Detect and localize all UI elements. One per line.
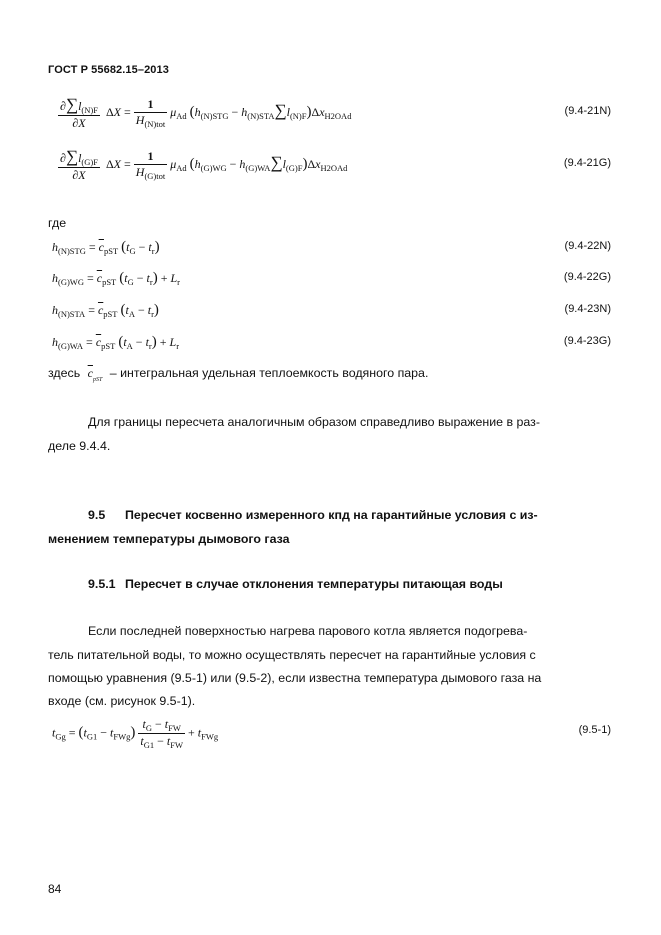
equation-number: (9.4-22G) — [563, 271, 611, 283]
paragraph-line: входе (см. рисунок 9.5-1). — [48, 694, 196, 708]
paragraph-line: тель питательной воды, то можно осуществлять пересчет на гарантийные условия с — [48, 648, 536, 662]
section-9-5-1-number: 9.5.1 — [88, 577, 116, 591]
document-header: ГОСТ Р 55682.15–2013 — [48, 64, 169, 76]
where-label: где — [48, 216, 67, 230]
cpst-symbol: $\overline{c}_{pST}$ — [87, 366, 103, 383]
equation-9-5-1: $t_{Gg} = (t_{G1} - t_{FWg})$ $\frac{t_G - t_{FW}}{t_{G1} - t_{FW}}$ + $t_{FWg}$ — [52, 717, 219, 750]
equation-number: (9.4-23N) — [564, 303, 611, 315]
equation-9-4-23G: $h_{(G)WA} = \overline{c}_{pST}$ $(t_A - t_r) + L_r$ — [52, 334, 180, 351]
equation-9-4-22N: $h_{(N)STG} = \overline{c}_{pST}$ $(t_G - t_r)$ — [52, 239, 160, 256]
here-description: – интегральная удельная теплоемкость водяного пара. — [109, 366, 429, 380]
equation-number: (9.4-21N) — [564, 105, 611, 117]
equation-9-4-22G: $h_{(G)WG} = \overline{c}_{pST}$ $(t_G - t_r) + L_r$ — [52, 270, 181, 287]
paragraph-line: Если последней поверхностью нагрева парового котла является подогрева- — [88, 624, 528, 638]
section-9-5-1-title: Пересчет в случае отклонения температуры питающая воды — [125, 577, 503, 591]
equation-number: (9.4-23G) — [563, 335, 611, 347]
equation-number: (9.5-1) — [578, 724, 611, 736]
section-9-5-title-cont: менением температуры дымового газа — [48, 532, 290, 546]
page-number: 84 — [48, 882, 62, 896]
equation-9-4-21G: $\frac{\partial\sum l_{(G)F}}{\partial X}$ ΔX = $\frac{1}{H_{(G)tot}}$ $\mu_{Ad}$ $(h_{(G)WG} - h_{(G)WA}\sum l_{(G)F})\Delta x_{H2OAd}$ — [60, 147, 348, 182]
paragraph-line: помощью уравнения (9.5-1) или (9.5-2), если известна температура дымового газа на — [48, 671, 542, 685]
section-9-5-number: 9.5 — [88, 508, 106, 522]
equation-number: (9.4-22N) — [564, 240, 611, 252]
definition-line — [48, 361, 428, 392]
paragraph-line: Для границы пересчета аналогичным образом справедливо выражение в раз- — [88, 415, 540, 429]
equation-number: (9.4-21G) — [563, 157, 611, 169]
equation-9-4-23N: $h_{(N)STA} = \overline{c}_{pST}$ $(t_A - t_r)$ — [52, 302, 159, 319]
equation-9-4-21N: $\frac{\partial\sum l_{(N)F}}{\partial X}$ ΔX = $\frac{1}{H_{(N)tot}}$ $\mu_{Ad}$ $(h_{(N)STG} - h_{(N)STA}\sum l_{(N)F})\Delta x_{H2OAd}$ — [60, 95, 352, 130]
here-prefix: здесь — [48, 366, 81, 380]
section-9-5-title: Пересчет косвенно измеренного кпд на гарантийные условия с из- — [125, 508, 538, 522]
paragraph-line: деле 9.4.4. — [48, 439, 111, 453]
